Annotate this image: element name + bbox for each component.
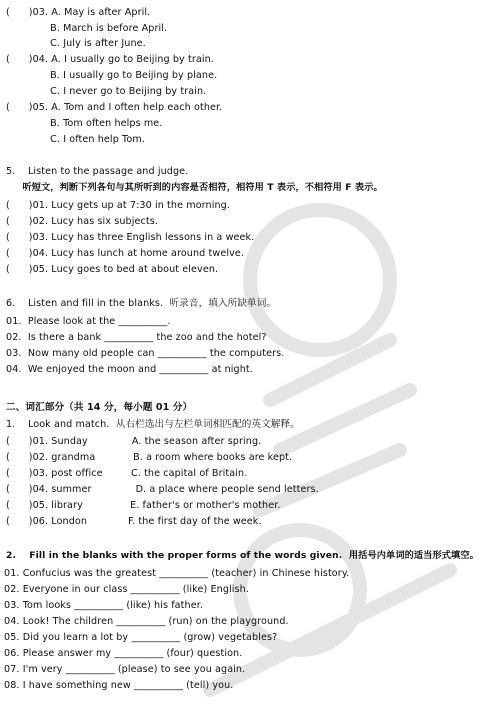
form-item-4: 04. Look! The children __________ (run) on the playground. <box>4 616 289 627</box>
q3-option-a: ( )03. A. May is after April. <box>6 7 151 18</box>
match-item-4: ( )04. summer D. a place where people send letters. <box>6 484 319 495</box>
q3-option-b: B. March is before April. <box>6 23 168 34</box>
q4-option-a: ( )04. A. I usually go to Beijing by train. <box>6 54 214 65</box>
blank-item-4: 04. We enjoyed the moon and __________ at night. <box>6 364 253 375</box>
section-5-heading: 5. Listen to the passage and judge. <box>6 166 189 177</box>
form-item-2: 02. Everyone in our class __________ (like) English. <box>4 584 249 595</box>
vocabulary-section-title: 二、词汇部分（共 14 分，每小题 01 分） <box>6 402 193 413</box>
judge-item-2: ( )02. Lucy has six subjects. <box>6 216 158 227</box>
match-item-5: ( )05. library E. father's or mother's mother. <box>6 500 281 511</box>
form-item-5: 05. Did you learn a lot by __________ (grow) vegetables? <box>4 632 278 643</box>
q5-option-a: ( )05. A. Tom and I often help each other. <box>6 102 223 113</box>
match-item-6: ( )06. London F. the first day of the week. <box>6 516 262 527</box>
match-item-2: ( )02. grandma B. a room where books are kept. <box>6 452 293 463</box>
match-item-1: ( )01. Sunday A. the season after spring. <box>6 436 262 447</box>
judge-item-4: ( )04. Lucy has lunch at home around twelve. <box>6 248 245 259</box>
q3-option-c: C. July is after June. <box>6 38 146 49</box>
form-item-1: 01. Confucius was the greatest __________ (teacher) in Chinese history. <box>4 568 350 579</box>
section-5-instruction: 听短文，判断下列各句与其所听到的内容是否相符，相符用 T 表示，不相符用 F 表示。 <box>6 182 383 193</box>
judge-item-5: ( )05. Lucy goes to bed at about eleven. <box>6 264 219 275</box>
judge-item-1: ( )01. Lucy gets up at 7:30 in the morning. <box>6 200 230 211</box>
q5-option-c: C. I often help Tom. <box>6 134 145 145</box>
form-item-7: 07. I'm very __________ (please) to see you again. <box>4 664 246 675</box>
q5-option-b: B. Tom often helps me. <box>6 118 163 129</box>
q4-option-c: C. I never go to Beijing by train. <box>6 86 207 97</box>
match-heading: 1. Look and match. 从右栏选出与左栏单词相匹配的英文解释。 <box>6 419 300 430</box>
judge-item-3: ( )03. Lucy has three English lessons in a week. <box>6 232 255 243</box>
blank-item-3: 03. Now many old people can __________ the computers. <box>6 348 285 359</box>
blank-item-2: 02. Is there a bank __________ the zoo and the hotel? <box>6 332 267 343</box>
form-item-6: 06. Please answer my __________ (four) question. <box>4 648 243 659</box>
section-6-heading: 6. Listen and fill in the blanks. 听录音，填入所缺单词。 <box>6 298 277 309</box>
q4-option-b: B. I usually go to Beijing by plane. <box>6 70 218 81</box>
match-item-3: ( )03. post office C. the capital of Britain. <box>6 468 248 479</box>
fill-forms-heading: 2. Fill in the blanks with the proper forms of the words given. 用括号内单词的适当形式填空。 <box>6 550 479 561</box>
blank-item-1: 01. Please look at the __________. <box>6 316 171 327</box>
form-item-8: 08. I have something new __________ (tell) you. <box>4 680 234 691</box>
form-item-3: 03. Tom looks __________ (like) his father. <box>4 600 204 611</box>
